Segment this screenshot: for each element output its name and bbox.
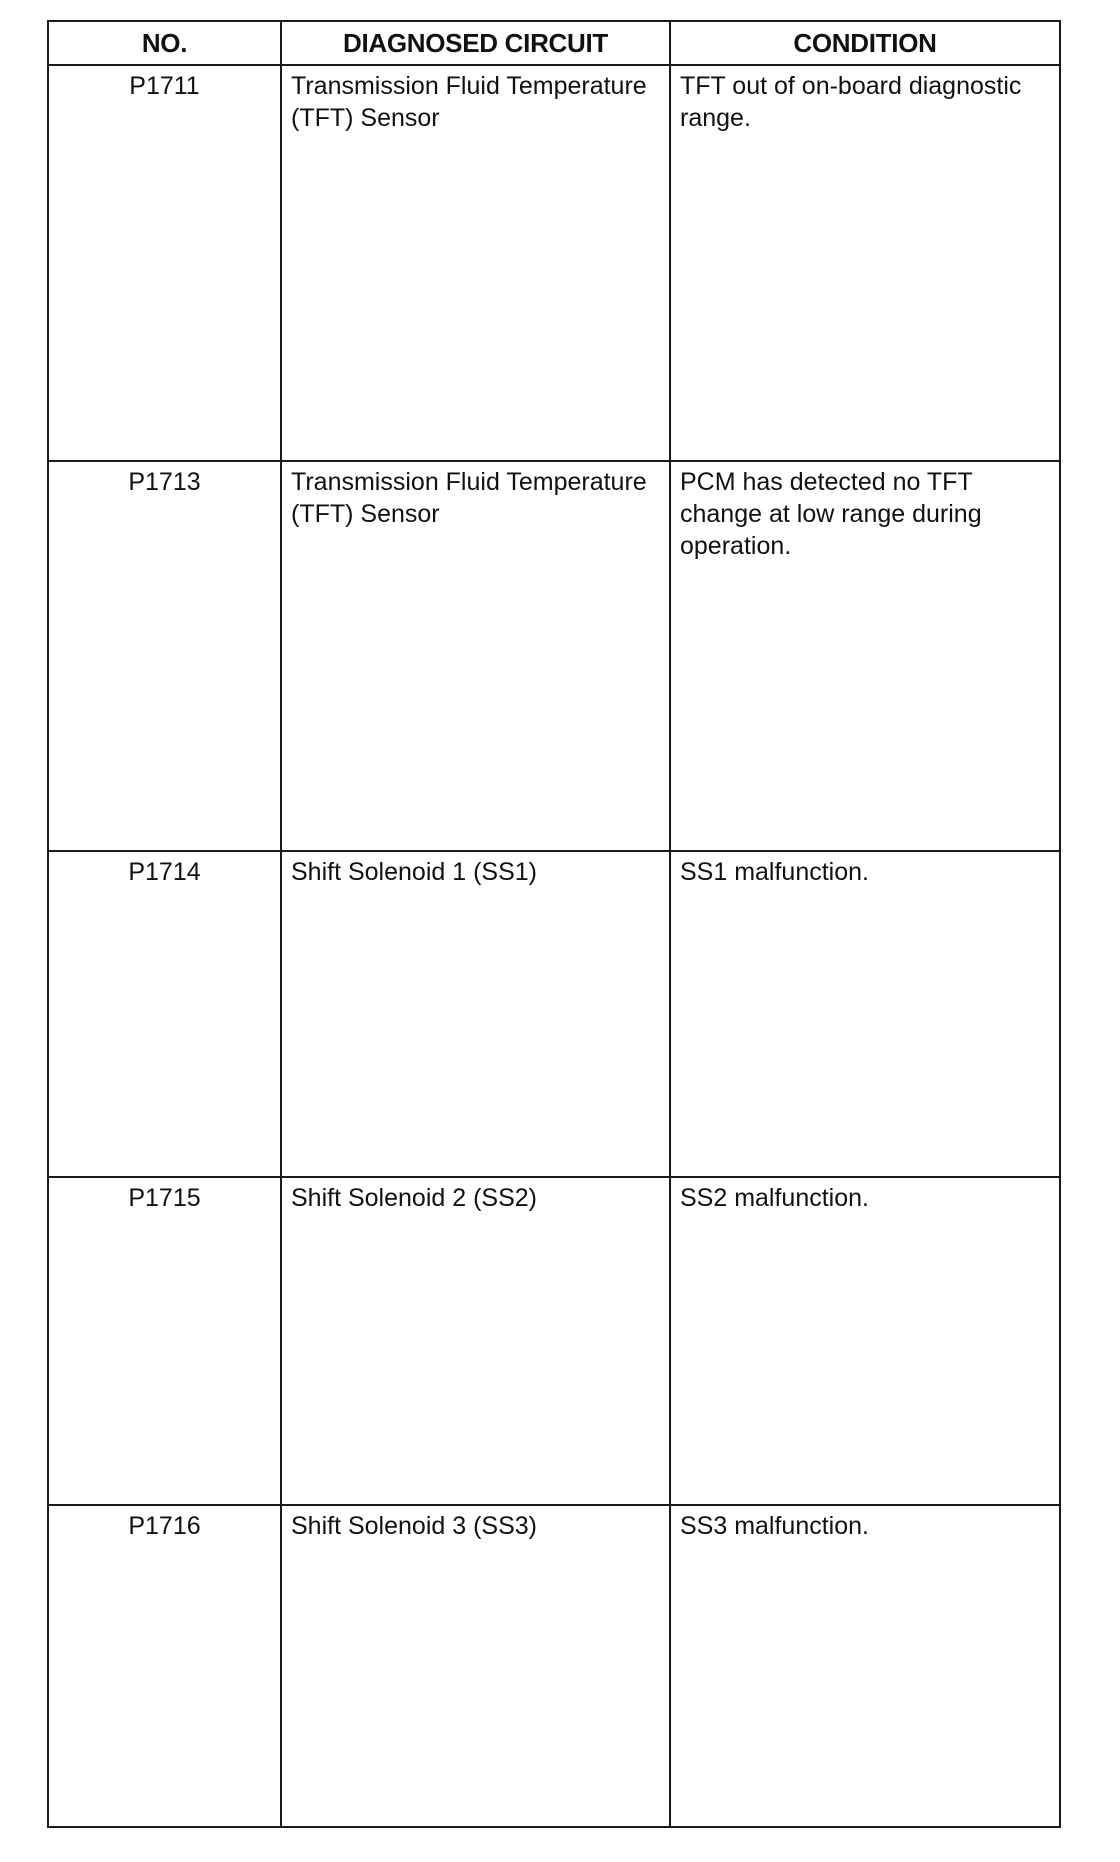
condition-cell: SS1 malfunction. xyxy=(670,851,1060,1177)
circuit-cell: Shift Solenoid 2 (SS2) xyxy=(281,1177,670,1505)
code-cell: P1713 xyxy=(48,461,281,851)
table-row xyxy=(48,461,1060,851)
table-row xyxy=(48,1505,1060,1827)
diagnostic-code-table xyxy=(47,20,1061,1828)
code-cell: P1711 xyxy=(48,65,281,461)
table-header xyxy=(48,21,1060,65)
condition-cell: PCM has detected no TFT change at low range during operation. xyxy=(670,461,1060,851)
circuit-cell: Transmission Fluid Temperature (TFT) Sensor xyxy=(281,461,670,851)
circuit-cell: Shift Solenoid 1 (SS1) xyxy=(281,851,670,1177)
circuit-cell: Transmission Fluid Temperature (TFT) Sensor xyxy=(281,65,670,461)
table-row xyxy=(48,851,1060,1177)
header-row xyxy=(48,21,1060,65)
header-condition: CONDITION xyxy=(670,21,1060,65)
code-cell: P1714 xyxy=(48,851,281,1177)
condition-cell: TFT out of on-board diagnostic range. xyxy=(670,65,1060,461)
table-body xyxy=(48,65,1060,1827)
table-row xyxy=(48,1177,1060,1505)
header-diagnosed-circuit: DIAGNOSED CIRCUIT xyxy=(281,21,670,65)
circuit-cell: Shift Solenoid 3 (SS3) xyxy=(281,1505,670,1827)
header-no: NO. xyxy=(48,21,281,65)
condition-cell: SS3 malfunction. xyxy=(670,1505,1060,1827)
code-cell: P1715 xyxy=(48,1177,281,1505)
table-row xyxy=(48,65,1060,461)
condition-cell: SS2 malfunction. xyxy=(670,1177,1060,1505)
code-cell: P1716 xyxy=(48,1505,281,1827)
